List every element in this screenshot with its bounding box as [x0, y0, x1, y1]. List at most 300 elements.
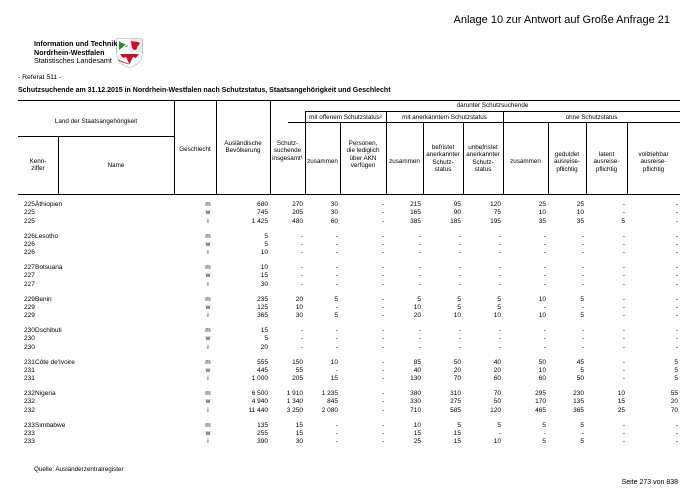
row-value: -	[458, 264, 461, 271]
row-value: 270	[292, 201, 303, 208]
row-value: -	[381, 335, 384, 343]
row-value: -	[418, 232, 421, 240]
row-value: -	[675, 209, 678, 217]
table-row	[18, 264, 680, 272]
row-value: -	[675, 303, 678, 311]
row-country-name: Lesotho	[35, 232, 59, 240]
row-value: -	[335, 280, 338, 288]
row-value: -	[381, 358, 384, 366]
row-value: -	[675, 249, 678, 257]
row-sex: i	[207, 343, 209, 351]
row-value: 10	[538, 366, 546, 374]
row-value: -	[543, 335, 546, 343]
row-value: 25	[617, 406, 625, 414]
row-value: 5	[621, 217, 625, 225]
row-value: -	[335, 438, 338, 446]
row-value: 5	[674, 366, 678, 374]
row-code: 233	[24, 438, 35, 446]
row-value: 20	[295, 295, 303, 303]
table-row	[18, 335, 680, 343]
row-code: 233	[24, 429, 35, 437]
header-ohne-zusammen: zusammen	[510, 158, 541, 165]
row-code: 227	[24, 264, 35, 271]
row-value: 445	[257, 366, 268, 374]
row-value: -	[622, 209, 625, 217]
row-value: -	[622, 327, 625, 334]
row-value: -	[335, 249, 338, 257]
row-value: 5	[497, 295, 501, 303]
row-value: -	[675, 429, 678, 437]
row-code: 229	[24, 312, 35, 320]
row-code: 225	[24, 209, 35, 217]
header-ohne: ohne Schutzstatus	[565, 114, 618, 121]
row-country-name: Botsuana	[35, 264, 63, 271]
row-code: 227	[24, 280, 35, 288]
table-row	[18, 272, 680, 280]
row-value: 15	[295, 429, 303, 437]
row-value: 5	[542, 421, 546, 429]
row-value: -	[675, 272, 678, 280]
row-value: 15	[617, 398, 625, 406]
row-sex: m	[205, 358, 211, 366]
row-value: -	[381, 272, 384, 280]
row-value: 365	[257, 312, 268, 320]
row-value: 5	[580, 421, 584, 429]
row-value: 385	[410, 217, 421, 225]
row-value: 365	[573, 406, 584, 414]
row-value: 745	[257, 209, 268, 217]
header-anerkannt: mit anerkanntem Schutzstatus	[402, 114, 487, 121]
row-value: 15	[260, 327, 268, 334]
row-code: 230	[24, 335, 35, 343]
row-value: 20	[260, 343, 268, 351]
row-code: 229	[24, 303, 35, 311]
row-value: 30	[330, 209, 338, 217]
row-code: 232	[24, 406, 35, 414]
row-value: -	[498, 249, 501, 257]
row-value: -	[498, 335, 501, 343]
row-value: -	[622, 303, 625, 311]
row-value: -	[335, 272, 338, 280]
row-value: 1 235	[321, 390, 338, 397]
row-code: 233	[24, 421, 35, 429]
row-value: 10	[538, 209, 546, 217]
row-code: 231	[24, 358, 35, 366]
referat-label: - Referat 511 -	[18, 74, 62, 81]
row-value: 480	[292, 217, 303, 225]
row-value: -	[498, 272, 501, 280]
row-value: -	[335, 366, 338, 374]
table-row	[18, 281, 680, 289]
row-value: 215	[410, 201, 421, 208]
row-value: -	[418, 335, 421, 343]
row-value: 20	[493, 366, 501, 374]
table-row	[18, 327, 680, 335]
row-value: -	[675, 421, 678, 429]
row-value: 845	[327, 398, 338, 406]
row-value: -	[335, 421, 338, 429]
row-value: -	[543, 232, 546, 240]
header-schutzsuchende-insgesamt: Schutz- suchende insgesamt¹	[272, 140, 303, 162]
row-value: -	[622, 240, 625, 248]
row-value: 40	[413, 366, 421, 374]
header-unbefristet: unbefristet anerkannter Schutz- status	[466, 144, 500, 174]
row-value: 135	[573, 398, 584, 406]
row-value: -	[335, 303, 338, 311]
row-value: -	[335, 264, 338, 271]
row-value: 30	[260, 280, 268, 288]
row-value: 5	[457, 295, 461, 303]
row-value: -	[498, 327, 501, 334]
row-value: 4 940	[251, 398, 268, 406]
row-sex: i	[207, 249, 209, 257]
table-row	[18, 367, 680, 375]
agency-line-2: Nordrhein-Westfalen	[34, 47, 105, 57]
row-value: -	[543, 303, 546, 311]
row-value: 60	[330, 217, 338, 225]
agency-line-3: Statistisches Landesamt	[34, 56, 112, 66]
row-value: 10	[538, 312, 546, 320]
row-value: -	[498, 240, 501, 248]
row-value: -	[381, 240, 384, 248]
row-value: -	[675, 335, 678, 343]
table-row	[18, 422, 680, 430]
table-row	[18, 344, 680, 352]
row-value: -	[458, 272, 461, 280]
row-value: 50	[453, 358, 461, 366]
row-sex: i	[207, 217, 209, 225]
row-value: 10	[617, 390, 625, 397]
row-value: 235	[257, 295, 268, 303]
table-row	[18, 241, 680, 249]
row-sex: i	[207, 438, 209, 446]
row-value: -	[543, 280, 546, 288]
row-value: 50	[538, 358, 546, 366]
row-code: 226	[24, 249, 35, 257]
row-value: -	[300, 280, 303, 288]
header-geduldet: geduldet ausreise- pflichtig	[554, 151, 580, 173]
row-value: -	[581, 264, 584, 271]
row-value: 5	[580, 312, 584, 320]
annex-title: Anlage 10 zur Antwort auf Große Anfrage 21	[453, 14, 670, 26]
row-value: 20	[453, 366, 461, 374]
row-value: 1 340	[286, 398, 303, 406]
row-value: -	[622, 429, 625, 437]
row-value: -	[622, 280, 625, 288]
row-value: 75	[493, 209, 501, 217]
row-value: 10	[493, 312, 501, 320]
row-value: -	[458, 280, 461, 288]
row-value: 5	[264, 232, 268, 240]
row-value: 60	[493, 375, 501, 383]
row-value: -	[622, 366, 625, 374]
row-sex: m	[205, 295, 211, 303]
row-value: 70	[453, 375, 461, 383]
row-value: -	[675, 240, 678, 248]
row-value: -	[418, 343, 421, 351]
row-value: 20	[670, 398, 678, 406]
row-value: -	[418, 272, 421, 280]
row-code: 230	[24, 327, 35, 334]
table-row	[18, 430, 680, 438]
row-value: 15	[413, 429, 421, 437]
row-value: -	[300, 240, 303, 248]
row-code: 232	[24, 390, 35, 397]
row-value: -	[622, 249, 625, 257]
row-value: -	[300, 249, 303, 257]
row-value: -	[381, 217, 384, 225]
row-code: 225	[24, 201, 35, 208]
row-value: 30	[295, 312, 303, 320]
row-value: 10	[260, 249, 268, 257]
row-value: 55	[295, 366, 303, 374]
header-offen: mit offenem Schutzstatus²	[309, 114, 382, 121]
row-value: 55	[670, 390, 678, 397]
row-value: -	[543, 264, 546, 271]
row-value: -	[381, 209, 384, 217]
row-value: -	[581, 280, 584, 288]
row-value: -	[543, 429, 546, 437]
row-value: 25	[413, 438, 421, 446]
row-value: -	[675, 217, 678, 225]
row-country-name: Simbabwe	[35, 421, 66, 429]
header-vollziehbar: vollziehbar ausreise- pflichtig	[638, 151, 669, 173]
row-value: -	[622, 232, 625, 240]
row-code: 225	[24, 217, 35, 225]
row-value: -	[381, 201, 384, 208]
row-value: -	[300, 232, 303, 240]
row-sex: w	[205, 398, 211, 406]
row-value: -	[543, 327, 546, 334]
row-value: 90	[453, 209, 461, 217]
row-value: -	[381, 398, 384, 406]
row-value: 390	[257, 438, 268, 446]
row-value: 125	[257, 303, 268, 311]
row-value: -	[458, 232, 461, 240]
row-value: 275	[450, 398, 461, 406]
row-sex: i	[207, 312, 209, 320]
row-sex: w	[205, 335, 211, 343]
header-name: Name	[107, 162, 125, 169]
table-row	[18, 398, 680, 406]
table-row	[18, 209, 680, 217]
row-value: 10	[493, 438, 501, 446]
row-value: -	[622, 358, 625, 366]
row-value: 5	[580, 295, 584, 303]
row-value: 205	[292, 375, 303, 383]
row-value: 120	[490, 201, 501, 208]
row-value: -	[622, 375, 625, 383]
table-title: Schutzsuchende am 31.12.2015 in Nordrhein-Westfalen nach Schutzstatus, Staatsangehörigkeit und Geschlecht	[18, 87, 391, 94]
row-value: 1 910	[286, 390, 303, 397]
row-code: 227	[24, 272, 35, 280]
row-value: 130	[410, 375, 421, 383]
row-value: -	[675, 343, 678, 351]
row-value: 1 000	[251, 375, 268, 383]
row-value: 255	[257, 429, 268, 437]
row-value: -	[418, 240, 421, 248]
row-value: -	[622, 343, 625, 351]
row-value: 150	[292, 358, 303, 366]
row-value: -	[381, 406, 384, 414]
row-value: -	[543, 240, 546, 248]
row-code: 226	[24, 232, 35, 240]
row-sex: m	[205, 390, 211, 397]
row-value: -	[335, 327, 338, 334]
row-value: -	[675, 280, 678, 288]
row-value: -	[498, 232, 501, 240]
row-sex: m	[205, 327, 211, 334]
page-number: Seite 273 von 838	[621, 479, 678, 486]
row-value: -	[498, 280, 501, 288]
table-row	[18, 201, 680, 209]
row-value: 85	[413, 358, 421, 366]
table-row	[18, 375, 680, 383]
row-code: 231	[24, 366, 35, 374]
table-row	[18, 390, 680, 398]
row-value: -	[622, 264, 625, 271]
row-value: 10	[330, 358, 338, 366]
header-land: Land der Staatsangehörigkeit	[54, 118, 138, 125]
row-value: -	[675, 232, 678, 240]
row-value: 5	[264, 240, 268, 248]
row-country-name: Nigeria	[35, 390, 56, 397]
row-value: 310	[450, 390, 461, 397]
table-row	[18, 359, 680, 367]
row-value: 5	[264, 335, 268, 343]
row-value: 5	[497, 421, 501, 429]
row-sex: m	[205, 232, 211, 240]
row-value: 330	[410, 398, 421, 406]
row-value: -	[300, 272, 303, 280]
row-value: 11 440	[248, 406, 268, 414]
row-sex: w	[205, 303, 211, 311]
row-value: 70	[493, 390, 501, 397]
row-value: -	[675, 201, 678, 208]
row-value: -	[335, 335, 338, 343]
row-value: -	[581, 429, 584, 437]
row-value: 70	[670, 406, 678, 414]
header-akn: Personen, die lediglich über AKN verfügen	[346, 140, 380, 170]
row-value: 10	[295, 303, 303, 311]
agency-line-1: Information und Technik	[34, 39, 118, 48]
row-value: -	[381, 327, 384, 334]
row-value: 5	[674, 375, 678, 383]
row-value: -	[458, 249, 461, 257]
row-value: -	[581, 335, 584, 343]
row-country-name: Benin	[35, 295, 52, 303]
row-value: -	[300, 335, 303, 343]
row-sex: i	[207, 406, 209, 414]
row-value: 585	[450, 406, 461, 414]
row-value: -	[581, 343, 584, 351]
row-value: 60	[538, 375, 546, 383]
row-value: 165	[410, 209, 421, 217]
row-value: -	[418, 264, 421, 271]
row-value: 35	[538, 217, 546, 225]
row-value: -	[581, 249, 584, 257]
table-row	[18, 438, 680, 446]
row-value: 680	[257, 201, 268, 208]
table-row	[18, 312, 680, 320]
row-value: 15	[453, 429, 461, 437]
row-value: -	[622, 295, 625, 303]
row-sex: w	[205, 272, 211, 280]
row-sex: i	[207, 280, 209, 288]
row-code: 231	[24, 375, 35, 383]
row-value: 295	[535, 390, 546, 397]
row-country-name: Dschibuti	[35, 327, 62, 334]
row-value: 170	[535, 398, 546, 406]
row-value: 45	[576, 358, 584, 366]
row-value: 5	[457, 421, 461, 429]
row-value: -	[381, 295, 384, 303]
row-value: 5	[542, 438, 546, 446]
row-value: 6 500	[251, 390, 268, 397]
row-value: -	[381, 303, 384, 311]
row-value: 30	[295, 438, 303, 446]
row-value: -	[622, 201, 625, 208]
row-value: 5	[334, 295, 338, 303]
row-value: 15	[330, 375, 338, 383]
row-value: 5	[580, 366, 584, 374]
row-value: 50	[493, 398, 501, 406]
row-code: 226	[24, 240, 35, 248]
row-code: 229	[24, 295, 35, 303]
row-value: -	[381, 438, 384, 446]
row-value: -	[581, 327, 584, 334]
row-value: -	[581, 303, 584, 311]
row-value: -	[458, 335, 461, 343]
header-anerkannt-zusammen: zusammen	[389, 158, 420, 165]
row-value: -	[675, 264, 678, 271]
row-country-name: Äthiopien	[35, 201, 63, 208]
row-value: 2 080	[321, 406, 338, 414]
table-row	[18, 296, 680, 304]
row-value: -	[543, 272, 546, 280]
header-offen-zusammen: zusammen	[307, 158, 338, 165]
row-value: -	[458, 343, 461, 351]
row-value: -	[381, 421, 384, 429]
row-value: -	[381, 280, 384, 288]
row-sex: w	[205, 240, 211, 248]
row-sex: m	[205, 201, 211, 208]
row-value: -	[335, 429, 338, 437]
row-value: -	[675, 327, 678, 334]
row-value: 10	[413, 303, 421, 311]
table-row	[18, 304, 680, 312]
row-sex: w	[205, 366, 211, 374]
row-value: 120	[490, 406, 501, 414]
header-latent: latent ausreise- pflichtig	[593, 151, 620, 173]
row-value: -	[335, 343, 338, 351]
row-value: -	[498, 264, 501, 271]
row-sex: w	[205, 429, 211, 437]
row-value: -	[418, 249, 421, 257]
row-value: -	[622, 335, 625, 343]
row-value: 5	[334, 312, 338, 320]
header-befristet: befristet anerkannter Schutz- status	[426, 144, 460, 174]
row-value: 10	[413, 421, 421, 429]
row-value: 135	[257, 421, 268, 429]
row-value: 195	[490, 217, 501, 225]
table-row	[18, 218, 680, 226]
header-geschlecht: Geschlecht	[179, 146, 211, 153]
row-value: -	[381, 232, 384, 240]
row-value: 10	[538, 295, 546, 303]
row-value: 15	[260, 272, 268, 280]
row-value: 185	[450, 217, 461, 225]
